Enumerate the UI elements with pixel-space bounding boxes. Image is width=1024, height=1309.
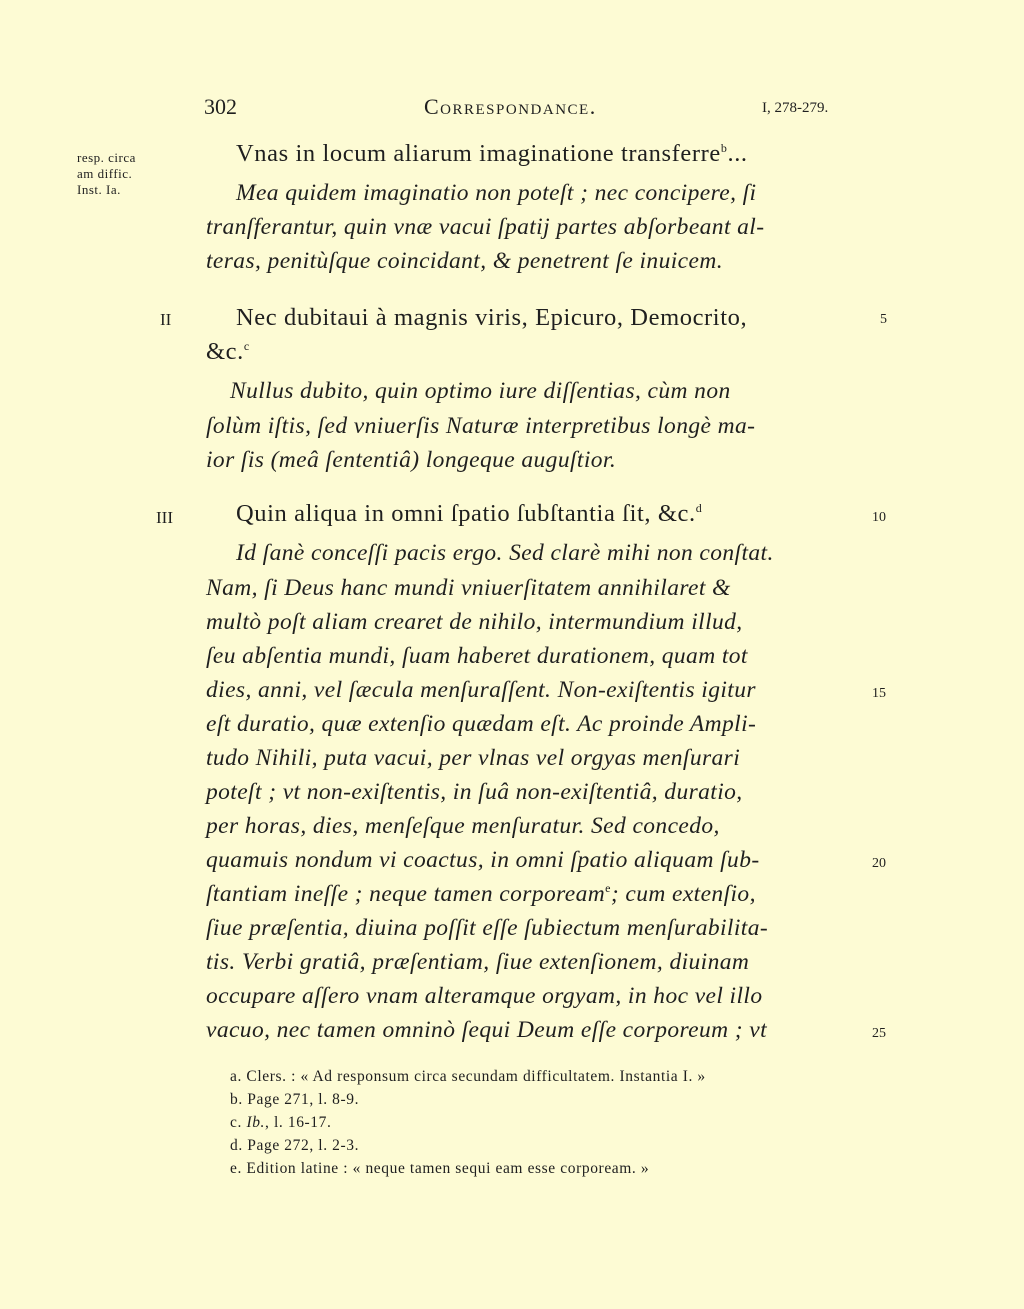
response-line: ior ſis (meâ ſententiâ) longeque auguſtior. bbox=[206, 447, 617, 473]
response-line: ſiue præſentia, diuina poſſit eſſe ſubiectum menſurabilita- bbox=[206, 915, 769, 941]
response-line: Nullus dubito, quin optimo iure diſſentias, cùm non bbox=[230, 378, 731, 404]
response-line: quamuis nondum vi coactus, in omni ſpatio aliquam ſub- bbox=[206, 847, 760, 873]
response-line: per horas, dies, menſeſque menſuratur. Sed concedo, bbox=[206, 813, 720, 839]
line-number: 15 bbox=[872, 686, 886, 701]
response-line: dies, anni, vel ſæcula menſuraſſent. Non-exiſtentis igitur bbox=[206, 677, 756, 703]
line-number: 25 bbox=[872, 1026, 886, 1041]
margin-note-line: resp. circa bbox=[77, 150, 136, 165]
response-line: ſolùm iſtis, ſed vniuerſis Naturæ interpretibus longè ma- bbox=[206, 413, 756, 439]
line-number: 10 bbox=[872, 510, 886, 525]
response-line: ſeu abſentia mundi, ſuam haberet durationem, quam tot bbox=[206, 643, 748, 669]
quoted-objection: Nec dubitaui à magnis viris, Epicuro, Democrito, bbox=[236, 304, 748, 331]
footnote-e: e. Edition latine : « neque tamen sequi eam esse corpoream. » bbox=[230, 1160, 650, 1177]
response-line: tudo Nihili, puta vacui, per vlnas vel orgyas menſurari bbox=[206, 745, 741, 771]
margin-note-line: am diffic. bbox=[77, 166, 133, 181]
footnote-a: a. Clers. : « Ad responsum circa secundam difficultatem. Instantia I. » bbox=[230, 1068, 706, 1085]
running-title: Correspondance. bbox=[424, 94, 597, 119]
page-reference: I, 278-279. bbox=[762, 100, 829, 116]
response-line: ſtantiam ineſſe ; neque tamen corpoream$^e$; cum extenſio, bbox=[206, 881, 756, 907]
response-line: Nam, ſi Deus hanc mundi vniuerſitatem annihilaret & bbox=[206, 575, 731, 601]
footnote-c: c. Ib., l. 16-17. bbox=[230, 1114, 332, 1131]
quoted-objection: Quin aliqua in omni ſpatio ſubſtantia ſit, &c.$^d$ bbox=[236, 500, 703, 527]
section-number: II bbox=[160, 310, 172, 329]
margin-note-line: Inst. Ia. bbox=[77, 182, 121, 197]
footnote-d: d. Page 272, l. 2-3. bbox=[230, 1137, 360, 1154]
page-number: 302 bbox=[204, 94, 237, 119]
response-line: occupare aſſero vnam alteramque orgyam, in hoc vel illo bbox=[206, 983, 763, 1009]
response-line: tranſferantur, quin vnæ vacui ſpatij partes abſorbeant al- bbox=[206, 214, 765, 240]
response-line: tis. Verbi gratiâ, præſentiam, ſiue extenſionem, diuinam bbox=[206, 949, 750, 975]
section-number: III bbox=[156, 508, 173, 527]
response-line: teras, penitùſque coincidant, & penetrent ſe inuicem. bbox=[206, 248, 723, 274]
quoted-objection: Vnas in locum aliarum imaginatione transferre$^b$... bbox=[236, 140, 748, 167]
response-line: eſt duratio, quæ extenſio quædam eſt. Ac proinde Ampli- bbox=[206, 711, 757, 737]
response-line: multò poſt aliam crearet de nihilo, intermundium illud, bbox=[206, 609, 743, 635]
line-number: 5 bbox=[880, 312, 887, 327]
footnote-b: b. Page 271, l. 8-9. bbox=[230, 1091, 360, 1108]
quoted-objection-cont: &c.$^c$ bbox=[206, 338, 250, 365]
line-number: 20 bbox=[872, 856, 886, 871]
response-line: Mea quidem imaginatio non poteſt ; nec concipere, ſi bbox=[236, 180, 757, 206]
response-line: vacuo, nec tamen omninò ſequi Deum eſſe corporeum ; vt bbox=[206, 1017, 768, 1043]
response-line: Id ſanè conceſſi pacis ergo. Sed clarè mihi non conſtat. bbox=[236, 540, 774, 566]
response-line: poteſt ; vt non-exiſtentis, in ſuâ non-exiſtentiâ, duratio, bbox=[206, 779, 743, 805]
